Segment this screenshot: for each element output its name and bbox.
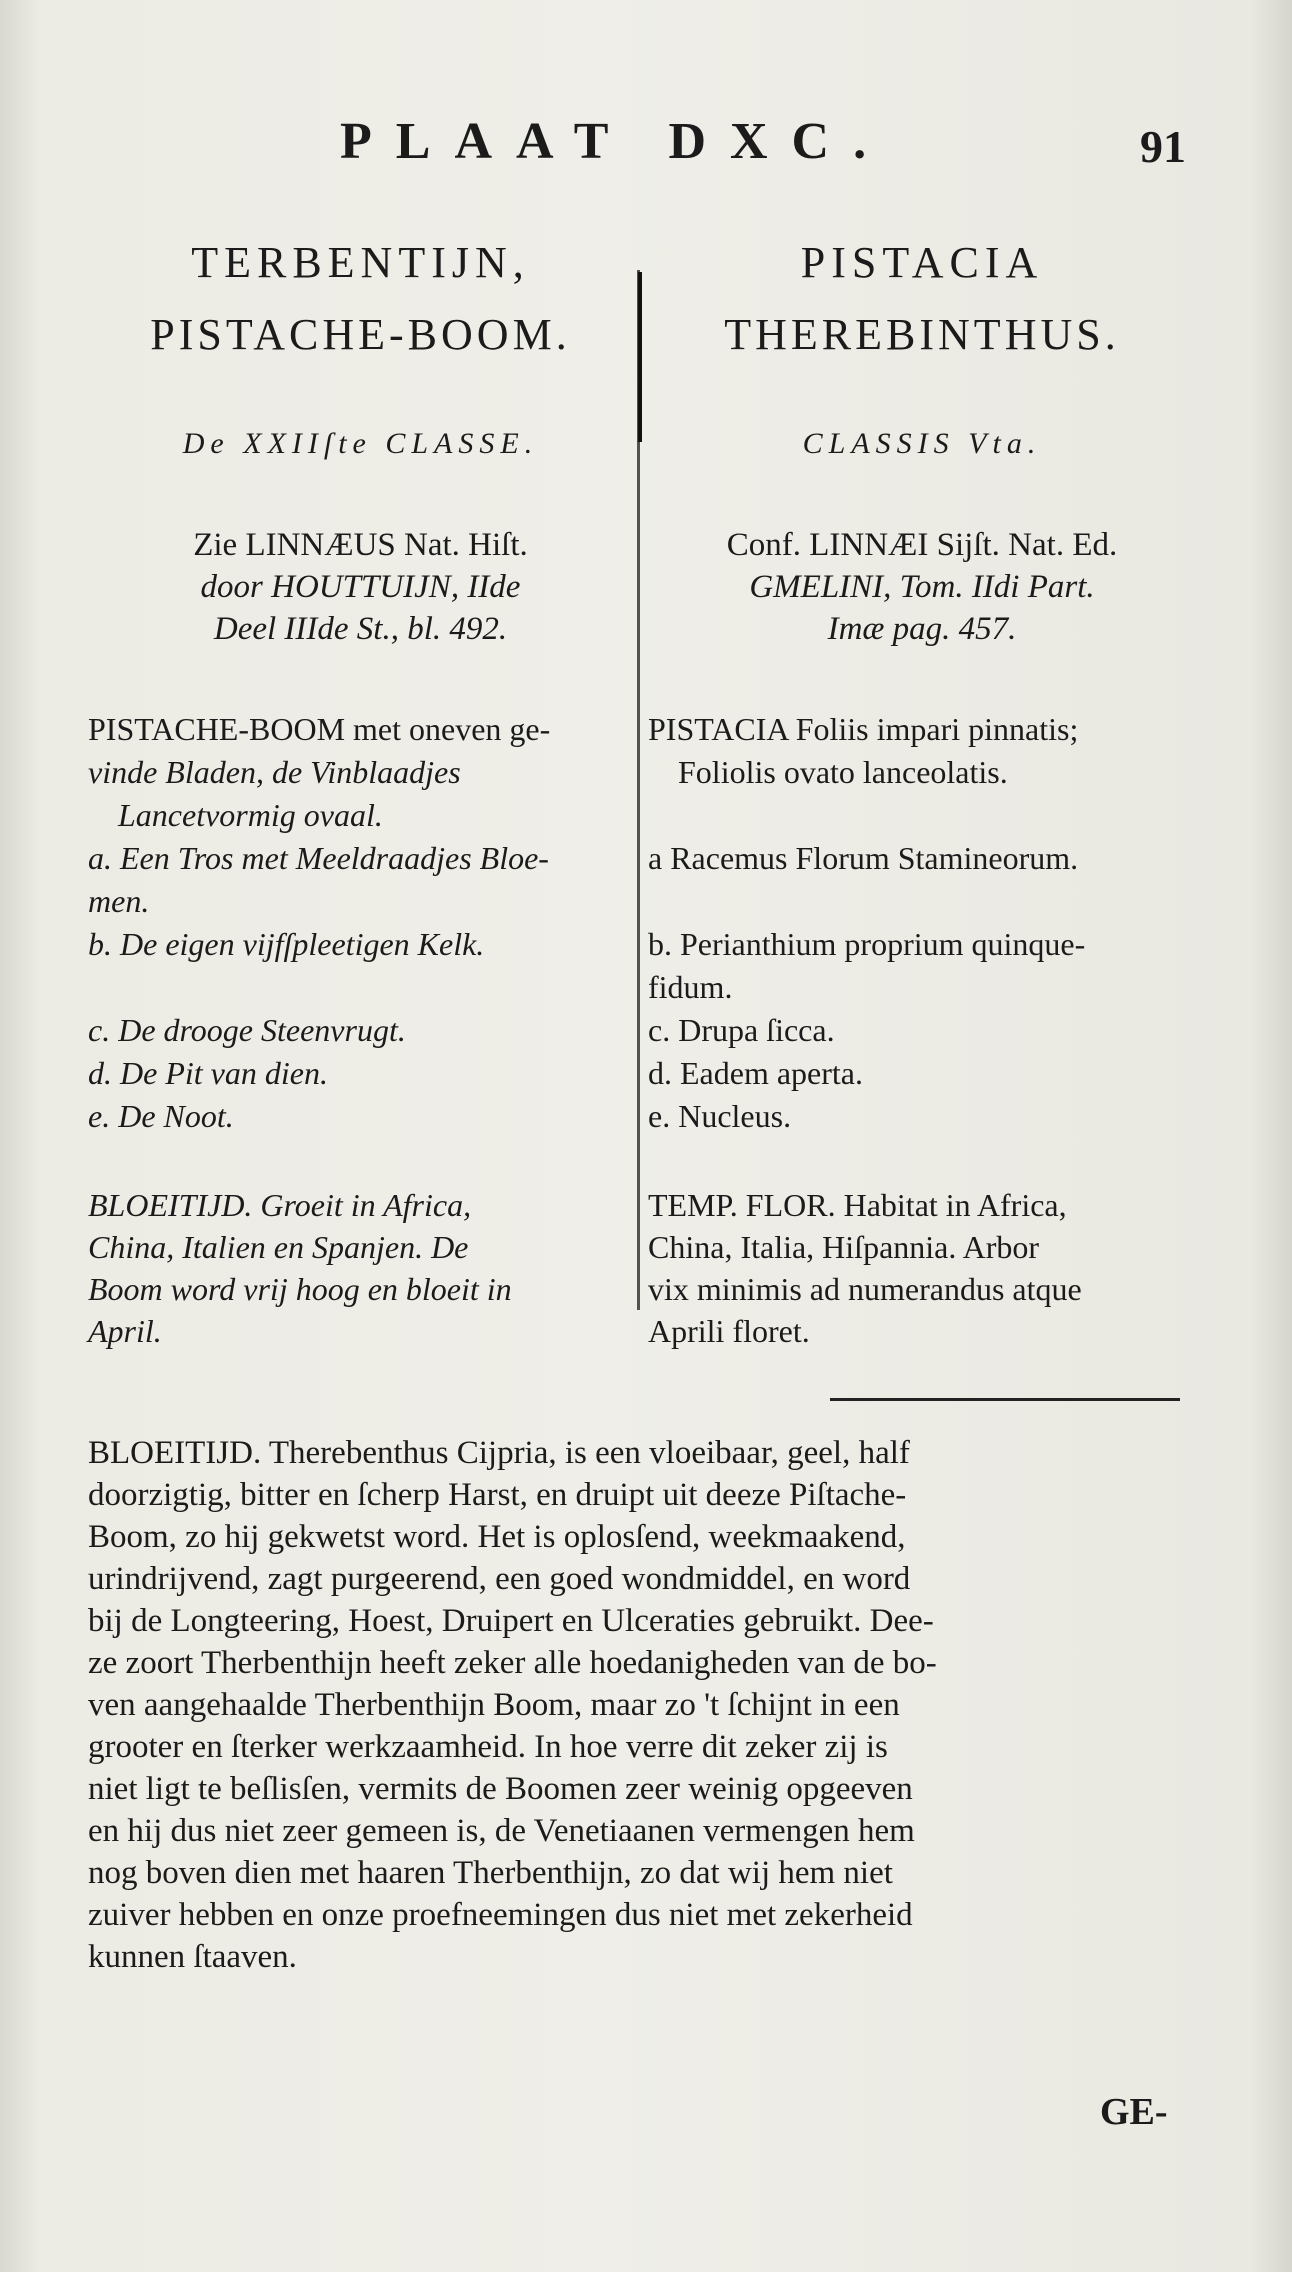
reference-line: door HOUTTUIJN, IIde [200,569,521,605]
reference-line: Conf. LINNÆI Sijſt. Nat. Ed. [726,527,1118,563]
plate-title: PLAAT DXC. [340,113,891,170]
part-line: a. Een Tros met Meeldraadjes Bloe- [88,840,549,876]
latin-name-line2: THEREBINTHUS. [724,310,1120,359]
paragraph-line: BLOEITIJD. Therebenthus Cijpria, is een vloeibaar, geel, half [88,1435,910,1471]
part-line: c. De drooge Steenvrugt. [88,1012,406,1048]
latin-description [648,708,1196,837]
reference-line: Zie LINNÆUS Nat. Hiſt. [193,527,528,563]
dutch-parts [88,837,633,1138]
paragraph-line: ze zoort Therbenthijn heeft zeker alle hoedanigheden van de bo- [88,1645,937,1681]
part-line: b. De eigen vijfſpleetigen Kelk. [88,926,485,962]
part-line: e. De Noot. [88,1098,234,1134]
latin-classe: CLASSIS Vta. [802,427,1042,460]
page-header [0,112,1292,182]
part-line: c. Drupa ſicca. [648,1012,835,1048]
bloeitijd-line: Aprili floret. [648,1313,810,1349]
reference-line: Deel IIIde St., bl. 492. [213,611,508,647]
paragraph-line: ven aangehaalde Therbenthijn Boom, maar zo 't ſchijnt in een [88,1687,900,1723]
part-line [648,880,1196,923]
part-line: men. [88,883,150,919]
section-rule [830,1398,1180,1401]
description-line: PISTACHE-BOOM met oneven ge- [88,711,551,747]
part-line: b. Perianthium proprium quinque- [648,926,1086,962]
part-line: d. De Pit van dien. [88,1055,328,1091]
latin-column [648,230,1196,1352]
bloeitijd-line: April. [88,1313,162,1349]
paragraph-line: Boom, zo hij gekwetst word. Het is oplosſend, weekmaakend, [88,1519,906,1555]
part-line: e. Nucleus. [648,1098,792,1134]
dutch-reference [88,524,633,650]
reference-line: GMELINI, Tom. IIdi Part. [749,569,1095,605]
bloeitijd-line: China, Italia, Hiſpannia. Arbor [648,1229,1040,1265]
paragraph-line: urindrijvend, zagt purgeerend, een goed wondmiddel, en word [88,1561,911,1597]
bloeitijd-line: BLOEITIJD. Groeit in Africa, [88,1187,472,1223]
paragraph-line: zuiver hebben en onze proefneemingen dus niet met zekerheid [88,1897,913,1933]
dutch-description [88,708,633,837]
latin-reference [648,524,1196,650]
catchword: GE- [1100,2091,1168,2133]
bloeitijd-line: China, Italien en Spanjen. De [88,1229,469,1265]
part-line: d. Eadem aperta. [648,1055,863,1091]
description-line: Lancetvormig ovaal. [118,797,383,833]
dutch-classe: De XXIIſte CLASSE. [182,427,539,460]
bloeitijd-line: TEMP. FLOR. Habitat in Africa, [648,1187,1067,1223]
body-paragraph [88,1432,1198,1978]
description-line: Foliolis ovato lanceolatis. [678,754,1008,790]
part-line: fidum. [648,969,733,1005]
description-line: vinde Bladen, de Vinblaadjes [88,754,461,790]
reference-line: Imæ pag. 457. [827,611,1017,647]
part-line [88,966,633,1009]
column-divider-top [638,272,642,442]
dutch-bloeitijd [88,1184,633,1352]
page-number: 91 [1140,121,1186,172]
bloeitijd-line: vix minimis ad numerandus atque [648,1271,1082,1307]
dutch-name-line1: TERBENTIJN, [191,238,530,287]
description-line: PISTACIA Foliis impari pinnatis; [648,711,1079,747]
bloeitijd-line: Boom word vrij hoog en bloeit in [88,1271,512,1307]
paragraph-line: kunnen ſtaaven. [88,1939,297,1975]
part-line: a Racemus Florum Stamineorum. [648,840,1079,876]
dutch-column [88,230,633,1352]
paragraph-line: bij de Longteering, Hoest, Druipert en Ulceraties gebruikt. Dee- [88,1603,934,1639]
paragraph-line: en hij dus niet zeer gemeen is, de Venetiaanen vermengen hem [88,1813,915,1849]
latin-parts [648,837,1196,1138]
dutch-name-line2: PISTACHE-BOOM. [150,310,571,359]
latin-temp-flor [648,1184,1196,1352]
description-spacer [648,794,1196,837]
latin-name-line1: PISTACIA [800,238,1044,287]
paragraph-line: doorzigtig, bitter en ſcherp Harst, en druipt uit deeze Piſtache- [88,1477,907,1513]
paragraph-line: grooter en ſterker werkzaamheid. In hoe verre dit zeker zij is [88,1729,888,1765]
paragraph-line: niet ligt te beſlisſen, vermits de Boomen zeer weinig opgeeven [88,1771,913,1807]
paragraph-line: nog boven dien met haaren Therbenthijn, zo dat wij hem niet [88,1855,893,1891]
